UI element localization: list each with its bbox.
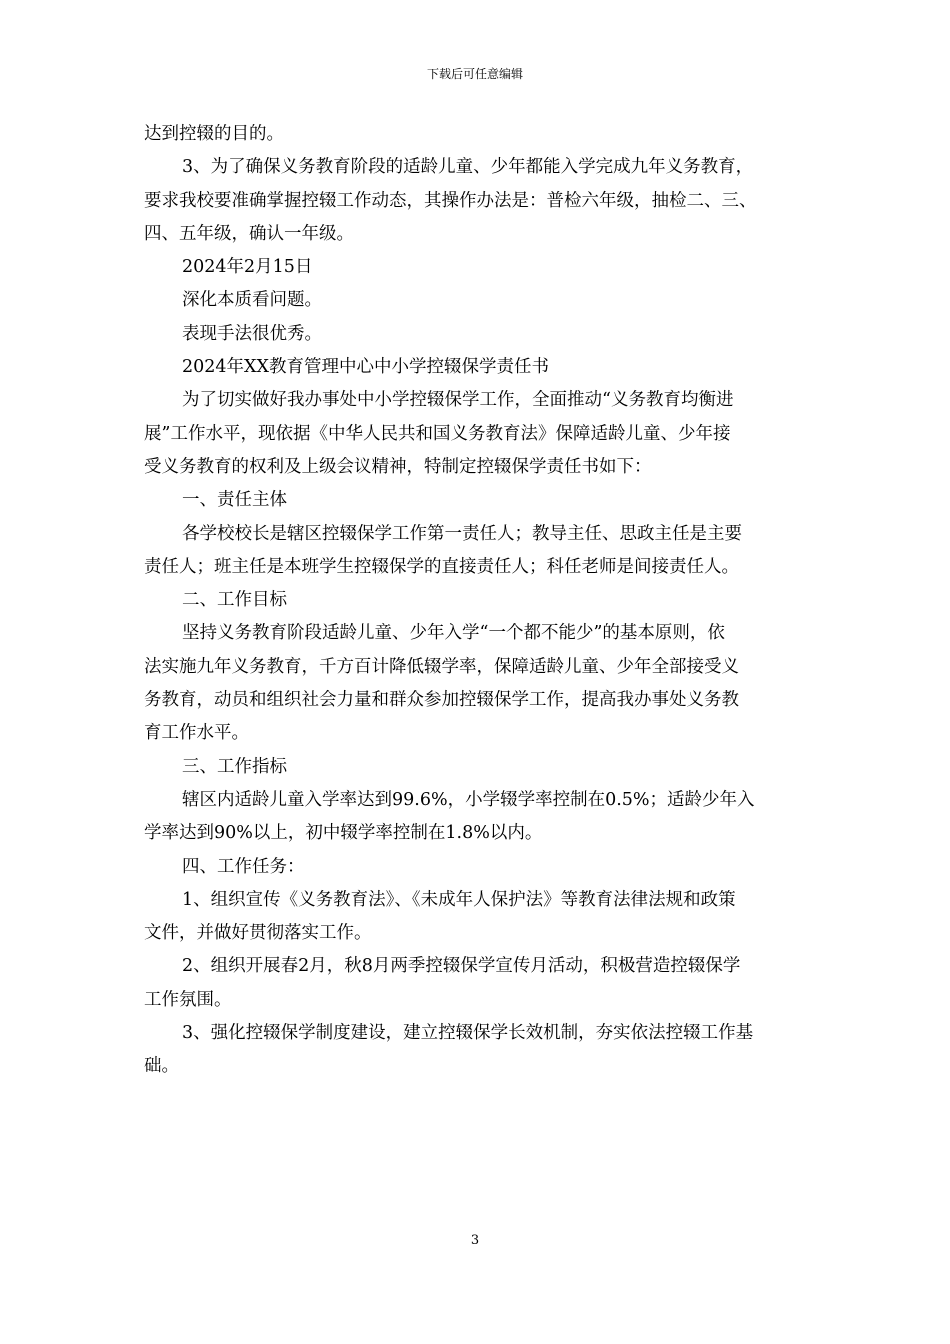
text-line: 四、五年级，确认一年级。 (144, 223, 354, 244)
text-line: 责任人；班主任是本班学生控辍保学的直接责任人；科任老师是间接责任人。 (144, 556, 739, 577)
section-heading: 四、工作任务： (182, 856, 305, 877)
text-line: 2、组织开展春2月，秋8月两季控辍保学宣传月活动，积极营造控辍保学 (182, 956, 741, 977)
text-line: 学率达到90%以上，初中辍学率控制在1.8%以内。 (144, 823, 543, 844)
text-line: 表现手法很优秀。 (182, 323, 322, 344)
text-line: 展”工作水平，现依据《中华人民共和国义务教育法》保障适龄儿童、少年接 (144, 423, 731, 444)
text-line: 各学校校长是辖区控辍保学工作第一责任人；教导主任、思政主任是主要 (182, 523, 742, 544)
section-heading: 二、工作目标 (182, 590, 287, 611)
page-number: 3 (470, 1233, 480, 1248)
text-line: 坚持义务教育阶段适龄儿童、少年入学“一个都不能少”的基本原则，依 (182, 623, 725, 644)
text-line: 工作氛围。 (144, 989, 232, 1010)
text-line: 达到控辍的目的。 (144, 124, 284, 144)
text-line: 3、强化控辍保学制度建设，建立控辍保学长效机制，夯实依法控辍工作基 (182, 1023, 754, 1044)
text-line: 深化本质看问题。 (182, 290, 322, 311)
section-heading: 一、责任主体 (182, 490, 287, 511)
text-line: 要求我校要准确掌握控辍工作动态，其操作办法是：普检六年级，抽检二、三、 (144, 190, 757, 211)
page-header: 下载后可任意编辑 (426, 67, 523, 81)
text-line: 1、组织宣传《义务教育法》、《未成年人保护法》等教育法律法规和政策 (182, 889, 736, 910)
document-body (144, 118, 806, 1084)
text-line: 法实施九年义务教育，千方百计降低辍学率，保障适龄儿童、少年全部接受义 (144, 656, 739, 677)
text-line: 文件，并做好贯彻落实工作。 (144, 923, 372, 944)
text-line: 为了切实做好我办事处中小学控辍保学工作，全面推动“义务教育均衡进 (182, 390, 734, 411)
text-line: 3、为了确保义务教育阶段的适龄儿童、少年都能入学完成九年义务教育， (182, 157, 754, 178)
date-line: 2024年2月15日 (182, 257, 313, 278)
text-line: 务教育，动员和组织社会力量和群众参加控辍保学工作，提高我办事处义务教 (144, 690, 739, 711)
document-title: 2024年XX教育管理中心中小学控辍保学责任书 (182, 357, 549, 378)
section-heading: 三、工作指标 (182, 756, 287, 777)
text-line: 础。 (144, 1056, 179, 1077)
text-line: 育工作水平。 (144, 723, 249, 744)
text-line: 辖区内适龄儿童入学率达到99.6%，小学辍学率控制在0.5%；适龄少年入 (182, 789, 755, 810)
text-line: 受义务教育的权利及上级会议精神，特制定控辍保学责任书如下： (144, 456, 652, 477)
